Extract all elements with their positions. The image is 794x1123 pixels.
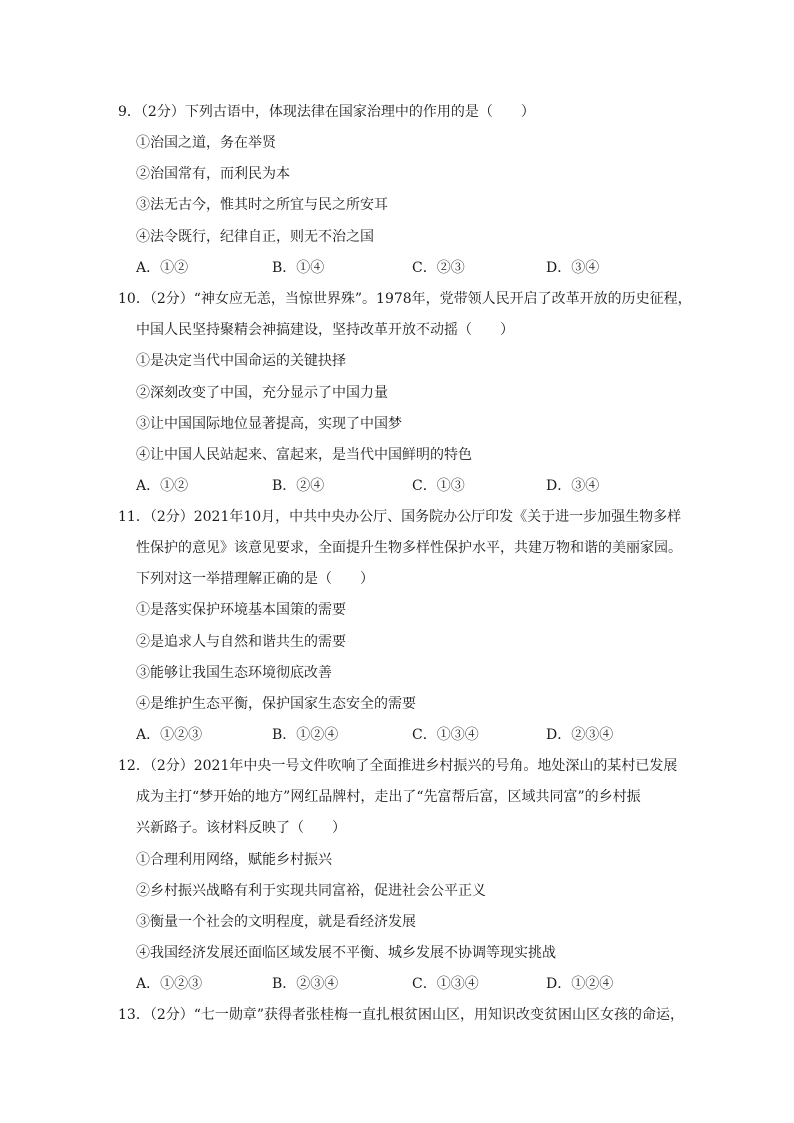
question-10-stem-cont: 中国人民坚持聚精会神搞建设，坚持改革开放不动摇（ ） <box>136 322 514 338</box>
question-9-option-1: ①治国之道，务在举贤 <box>136 135 276 151</box>
question-12-option-1: ①合理利用网络，赋能乡村振兴 <box>136 852 332 868</box>
choice-d: D．③④ <box>546 478 600 494</box>
choice-c: C．①③④ <box>412 727 479 743</box>
question-11-stem: 11．（2分）2021年10月，中共中央办公厅、国务院办公厅印发《关于进一步加强生物多样 <box>118 509 682 525</box>
question-11-stem-cont-2: 下列对这一举措理解正确的是（ ） <box>136 571 374 587</box>
choice-b: B．①④ <box>272 260 325 276</box>
choice-b: B．①②④ <box>272 727 339 743</box>
question-12-stem: 12．（2分）2021年中央一号文件吹响了全面推进乡村振兴的号角。地处深山的某村已发展 <box>118 758 678 774</box>
question-9-choices <box>136 258 656 278</box>
choice-c: C．②③ <box>412 260 465 276</box>
choice-a: A．①②③ <box>136 976 203 992</box>
choice-a: A．①②③ <box>136 727 203 743</box>
question-9-option-3: ③法无古今，惟其时之所宜与民之所安耳 <box>136 197 388 213</box>
question-9-option-2: ②治国常有，而利民为本 <box>136 166 290 182</box>
question-12-option-2: ②乡村振兴战略有利于实现共同富裕，促进社会公平正义 <box>136 883 486 899</box>
choice-d: D．③④ <box>546 260 600 276</box>
question-11-choices <box>136 725 656 745</box>
choice-c: C．①③④ <box>412 976 479 992</box>
choice-b: B．②④ <box>272 478 325 494</box>
question-12-stem-cont-1: 成为主打“梦开始的地方”网红品牌村，走出了“先富帮后富，区域共同富”的乡村振 <box>136 789 641 805</box>
choice-d: D．①②④ <box>546 976 614 992</box>
question-10-stem: 10．（2分）“神女应无恙，当惊世界殊”。1978年，党带领人民开启了改革开放的历史征程， <box>118 291 692 307</box>
question-11-stem-cont-1: 性保护的意见》该意见要求，全面提升生物多样性保护水平，共建万物和谐的美丽家园。 <box>136 540 682 556</box>
choice-b: B．②③④ <box>272 976 339 992</box>
choice-a: A．①② <box>136 260 189 276</box>
question-11-option-2: ②是追求人与自然和谐共生的需要 <box>136 634 346 650</box>
question-12-stem-cont-2: 兴新路子。该材料反映了（ ） <box>136 820 346 836</box>
choice-c: C．①③ <box>412 478 465 494</box>
question-10-option-3: ③让中国国际地位显著提高，实现了中国梦 <box>136 416 402 432</box>
question-10-option-2: ②深刻改变了中国，充分显示了中国力量 <box>136 385 388 401</box>
choice-d: D．②③④ <box>546 727 614 743</box>
question-11-option-4: ④是维护生态平衡，保护国家生态安全的需要 <box>136 696 416 712</box>
choice-a: A．①② <box>136 478 189 494</box>
question-9-stem: 9．（2分）下列古语中，体现法律在国家治理中的作用的是（ ） <box>118 104 535 120</box>
question-10-option-1: ①是决定当代中国命运的关键抉择 <box>136 353 346 369</box>
question-11-option-1: ①是落实保护环境基本国策的需要 <box>136 602 346 618</box>
question-10-option-4: ④让中国人民站起来、富起来，是当代中国鲜明的特色 <box>136 447 472 463</box>
question-12-option-3: ③衡量一个社会的文明程度，就是看经济发展 <box>136 914 416 930</box>
question-9-option-4: ④法令既行，纪律自正，则无不治之国 <box>136 229 374 245</box>
question-11-option-3: ③能够让我国生态环境彻底改善 <box>136 665 332 681</box>
question-13-stem: 13．（2分）“七一勋章”获得者张桂梅一直扎根贫困山区，用知识改变贫困山区女孩的命运， <box>118 1007 685 1023</box>
question-12-choices <box>136 974 656 994</box>
question-12-option-4: ④我国经济发展还面临区域发展不平衡、城乡发展不协调等现实挑战 <box>136 945 556 961</box>
question-10-choices <box>136 476 656 496</box>
